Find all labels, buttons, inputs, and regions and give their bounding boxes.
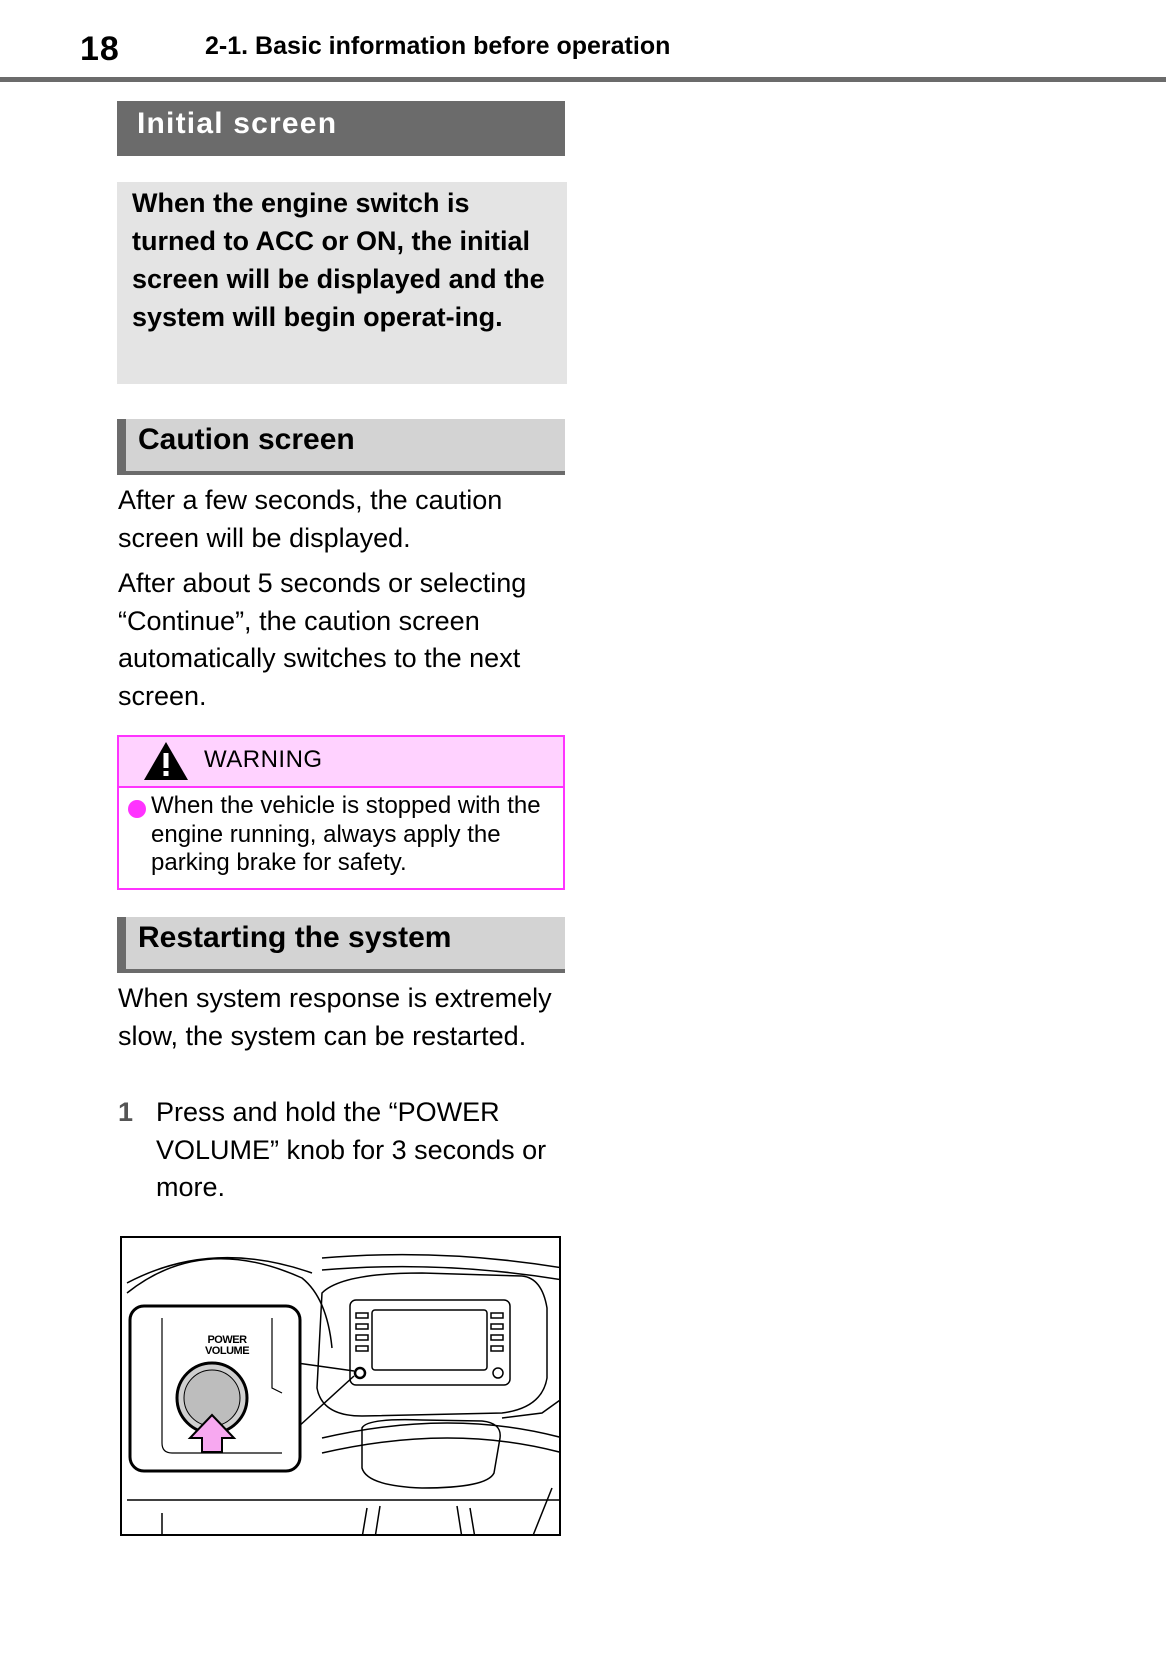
step-number: 1 <box>118 1097 134 1127</box>
power-volume-figure <box>120 1236 561 1536</box>
warning-body <box>119 788 563 878</box>
caution-screen-title: Caution screen <box>117 419 565 475</box>
page-number: 18 <box>80 30 120 68</box>
header-rule <box>0 77 1166 82</box>
caution-paragraph-2: After about 5 seconds or selecting “Continue”, the caution screen automatically switches to the next screen. <box>118 568 527 711</box>
initial-screen-title: Initial screen <box>117 101 565 156</box>
knob-label-line-2: VOLUME <box>204 1345 250 1357</box>
warning-title: WARNING <box>204 746 323 773</box>
knob-label <box>187 1335 267 1357</box>
warning-text: When the vehicle is stopped with the engine running, always apply the parking brake for safety. <box>151 792 541 876</box>
section-header: 2-1. Basic information before operation <box>205 32 671 60</box>
restarting-title: Restarting the system <box>117 917 565 973</box>
warning-header <box>119 737 563 788</box>
warning-box <box>117 735 565 890</box>
dashboard-illustration <box>122 1238 561 1536</box>
step-text: Press and hold the “POWER VOLUME” knob for 3 seconds or more. <box>156 1097 547 1202</box>
caution-paragraph-1: After a few seconds, the caution screen will be displayed. <box>118 485 503 553</box>
restarting-paragraph: When system response is extremely slow, the system can be restarted. <box>118 983 552 1051</box>
warning-triangle-icon <box>143 741 189 781</box>
initial-screen-summary: When the engine switch is turned to ACC or ON, the initial screen will be displayed and the system will begin operat-ing. <box>117 182 567 384</box>
bullet-icon <box>128 800 146 818</box>
knob-label-line-1: POWER <box>207 1334 247 1346</box>
